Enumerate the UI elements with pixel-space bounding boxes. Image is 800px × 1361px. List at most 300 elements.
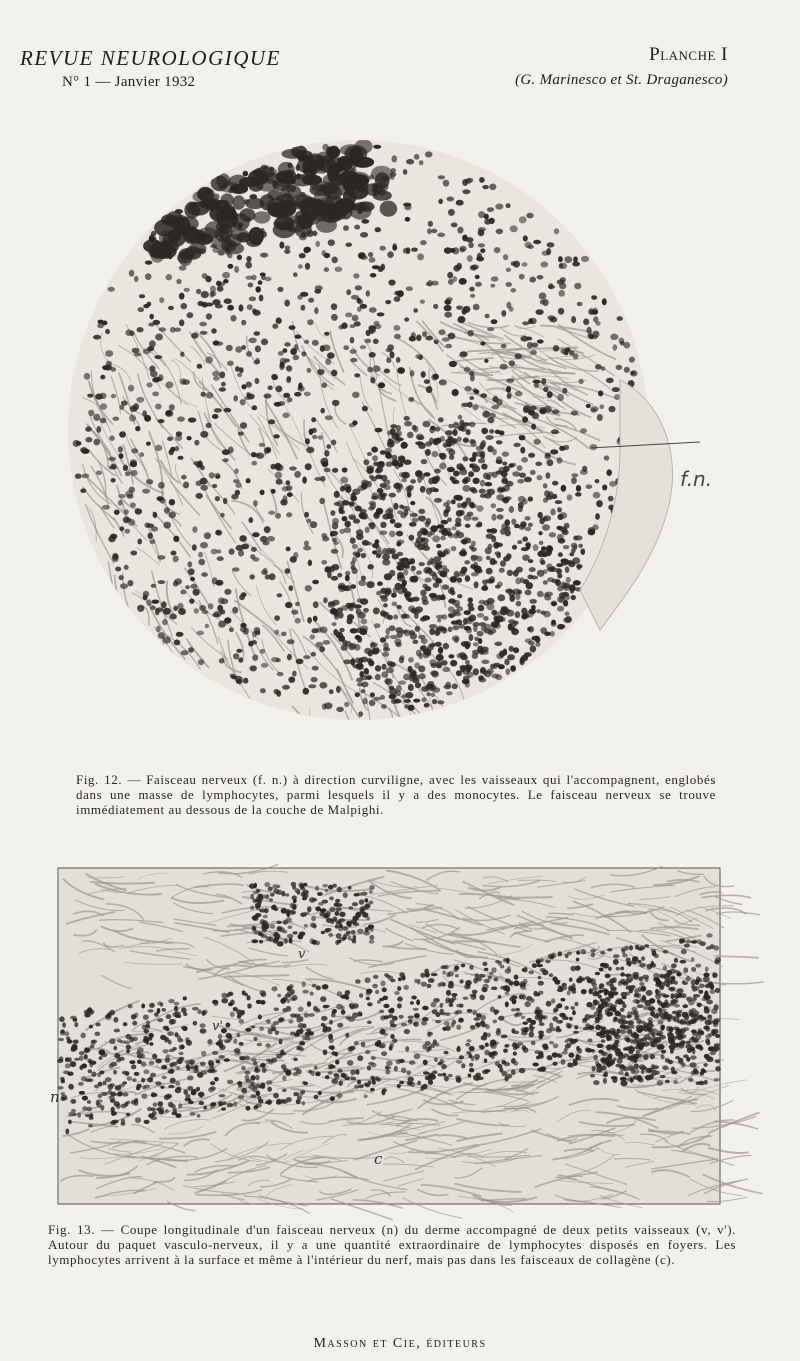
lymphocyte — [193, 461, 201, 465]
epithelial-cell — [148, 244, 171, 258]
lymphocyte — [488, 976, 492, 980]
lymphocyte — [269, 1059, 274, 1064]
lymphocyte — [96, 471, 102, 476]
lymphocyte — [329, 907, 335, 912]
lymphocyte — [172, 1047, 177, 1050]
lymphocyte — [250, 194, 258, 199]
lymphocyte — [359, 899, 365, 905]
lymphocyte — [499, 568, 505, 573]
lymphocyte — [360, 512, 368, 519]
lymphocyte — [74, 1022, 78, 1027]
lymphocyte — [396, 542, 401, 547]
lymphocyte — [212, 414, 219, 419]
lymphocyte — [488, 489, 496, 496]
lymphocyte — [542, 524, 550, 530]
lymphocyte — [655, 1012, 659, 1018]
lymphocyte — [620, 967, 624, 971]
lymphocyte — [663, 950, 669, 953]
lymphocyte — [526, 337, 532, 341]
lymphocyte — [394, 638, 401, 645]
lymphocyte — [355, 657, 360, 663]
lymphocyte — [708, 1033, 712, 1036]
lymphocyte — [466, 1039, 471, 1042]
lymphocyte — [239, 594, 245, 600]
lymphocyte — [418, 509, 425, 514]
lymphocyte — [443, 180, 450, 187]
lymphocyte — [357, 636, 362, 643]
lymphocyte — [454, 965, 459, 970]
lymphocyte — [390, 519, 396, 524]
lymphocyte — [474, 1017, 480, 1021]
lymphocyte — [235, 1051, 241, 1055]
lymphocyte — [315, 886, 319, 891]
lymphocyte — [571, 595, 576, 600]
lymphocyte — [440, 436, 445, 442]
lymphocyte — [332, 468, 338, 473]
lymphocyte — [441, 965, 447, 969]
lymphocyte — [432, 476, 438, 481]
lymphocyte — [294, 202, 300, 207]
lymphocyte — [636, 1018, 641, 1024]
lymphocyte — [368, 523, 373, 527]
lymphocyte — [214, 473, 220, 479]
lymphocyte — [373, 145, 381, 149]
lymphocyte — [294, 392, 301, 397]
lymphocyte — [328, 933, 333, 937]
lymphocyte — [380, 1043, 386, 1048]
lymphocyte — [78, 1082, 84, 1086]
lymphocyte — [188, 647, 194, 653]
lymphocyte — [445, 682, 451, 687]
lymphocyte — [282, 997, 287, 1002]
lymphocyte — [72, 1044, 78, 1049]
lymphocyte — [383, 642, 388, 649]
lymphocyte — [484, 1058, 488, 1063]
lymphocyte — [557, 1003, 562, 1008]
lymphocyte — [557, 624, 564, 630]
lymphocyte — [398, 977, 402, 981]
lymphocyte — [373, 975, 379, 979]
lymphocyte — [182, 1026, 188, 1031]
lymphocyte — [201, 572, 208, 577]
lymphocyte — [323, 1005, 328, 1009]
lymphocyte — [303, 655, 311, 659]
lymphocyte — [125, 529, 131, 534]
lymphocyte — [624, 367, 630, 373]
lymphocyte — [533, 380, 541, 384]
lymphocyte — [560, 998, 565, 1002]
lymphocyte — [604, 998, 611, 1003]
lymphocyte — [447, 532, 452, 537]
lymphocyte — [350, 1070, 355, 1076]
lymphocyte — [260, 688, 266, 693]
lymphocyte — [371, 1056, 376, 1060]
lymphocyte — [431, 1002, 437, 1008]
lymphocyte — [382, 652, 389, 657]
lymphocyte — [496, 460, 503, 464]
lymphocyte — [287, 492, 293, 497]
figure-13-micrograph — [52, 864, 726, 1208]
lymphocyte — [681, 1062, 686, 1067]
lymphocyte — [379, 998, 384, 1001]
lymphocyte — [370, 642, 376, 649]
lymphocyte — [673, 1080, 678, 1084]
lymphocyte — [484, 624, 491, 631]
lymphocyte — [365, 977, 371, 983]
lymphocyte — [259, 909, 266, 913]
lymphocyte — [422, 421, 430, 428]
lymphocyte — [644, 1022, 649, 1028]
lymphocyte — [361, 1042, 365, 1048]
lymphocyte — [445, 430, 453, 435]
lymphocyte — [272, 181, 277, 187]
lymphocyte — [451, 499, 456, 504]
lymphocyte — [236, 1033, 240, 1037]
collagen-bundle — [498, 897, 553, 898]
lymphocyte — [200, 1028, 207, 1033]
lymphocyte — [216, 1060, 220, 1064]
lymphocyte — [430, 559, 435, 565]
lymphocyte — [236, 1009, 242, 1015]
lymphocyte — [101, 1092, 108, 1096]
lymphocyte — [167, 1031, 174, 1036]
lymphocyte — [360, 657, 368, 663]
lymphocyte — [402, 580, 407, 586]
lymphocyte — [176, 632, 184, 637]
lymphocyte — [361, 689, 366, 693]
lymphocyte — [480, 1015, 486, 1021]
lymphocyte — [467, 330, 473, 337]
lymphocyte — [255, 345, 261, 352]
lymphocyte — [391, 460, 399, 467]
lymphocyte — [446, 990, 451, 996]
lymphocyte — [370, 377, 375, 383]
lymphocyte — [452, 1020, 457, 1025]
lymphocyte — [507, 570, 513, 576]
lymphocyte — [464, 386, 471, 391]
lymphocyte — [536, 993, 540, 997]
lymphocyte — [373, 339, 379, 344]
lymphocyte — [142, 1024, 147, 1029]
lymphocyte — [332, 400, 340, 406]
lymphocyte — [678, 1035, 683, 1040]
lymphocyte — [228, 446, 234, 453]
lymphocyte — [439, 379, 447, 385]
lymphocyte — [152, 600, 160, 604]
lymphocyte — [516, 1012, 523, 1017]
lymphocyte — [559, 446, 565, 451]
lymphocyte — [224, 1058, 230, 1062]
lymphocyte — [380, 1015, 385, 1020]
lymphocyte — [512, 1042, 517, 1047]
lymphocyte — [98, 320, 104, 324]
lymphocyte — [305, 1036, 310, 1040]
lymphocyte — [362, 698, 367, 705]
lymphocyte — [446, 505, 451, 512]
lymphocyte — [469, 1063, 474, 1067]
lymphocyte — [429, 628, 435, 635]
lymphocyte — [604, 1002, 609, 1008]
lymphocyte — [194, 440, 199, 446]
lymphocyte — [305, 585, 312, 592]
lymphocyte — [244, 1071, 250, 1075]
lymphocyte — [221, 993, 227, 998]
lymphocyte — [365, 527, 370, 533]
lymphocyte — [200, 542, 208, 548]
lymphocyte — [478, 243, 485, 247]
lymphocyte — [463, 997, 469, 1000]
lymphocyte — [550, 1027, 556, 1031]
lymphocyte — [575, 492, 582, 497]
lymphocyte — [109, 466, 117, 470]
lymphocyte — [350, 349, 357, 354]
lymphocyte — [212, 299, 220, 305]
lymphocyte — [706, 946, 711, 949]
lymphocyte — [357, 1080, 361, 1085]
lymphocyte — [352, 1012, 358, 1018]
lymphocyte — [451, 993, 457, 997]
lymphocyte — [460, 351, 468, 357]
lymphocyte — [399, 1081, 404, 1084]
lymphocyte — [515, 353, 523, 359]
lymphocyte — [146, 442, 151, 446]
lymphocyte — [373, 697, 380, 701]
lymphocyte — [399, 505, 404, 509]
lymphocyte — [134, 1072, 140, 1076]
lymphocyte — [448, 424, 453, 428]
lymphocyte — [574, 1025, 578, 1029]
lymphocyte — [134, 276, 139, 282]
lymphocyte — [561, 1059, 566, 1065]
lymphocyte — [290, 1013, 296, 1017]
lymphocyte — [293, 1092, 299, 1096]
lymphocyte — [380, 246, 386, 251]
lymphocyte — [329, 1038, 334, 1044]
lymphocyte — [522, 1022, 528, 1025]
lymphocyte — [668, 1060, 673, 1064]
lymphocyte — [203, 1106, 207, 1109]
lymphocyte — [533, 1063, 539, 1067]
lymphocyte — [389, 694, 397, 699]
lymphocyte — [219, 235, 224, 242]
lymphocyte — [561, 559, 567, 563]
lymphocyte — [583, 989, 587, 992]
lymphocyte — [251, 275, 256, 281]
lymphocyte — [352, 178, 359, 182]
lymphocyte — [310, 992, 314, 996]
lymphocyte — [399, 472, 406, 477]
lymphocyte — [643, 1054, 649, 1060]
lymphocyte — [546, 563, 552, 569]
lymphocyte — [212, 194, 219, 200]
lymphocyte — [171, 551, 177, 556]
lymphocyte — [644, 1000, 651, 1006]
lymphocyte — [227, 253, 232, 258]
lymphocyte — [371, 1063, 377, 1068]
lymphocyte — [366, 290, 370, 296]
lymphocyte — [73, 1040, 79, 1044]
lymphocyte — [369, 700, 376, 706]
lymphocyte — [153, 512, 158, 518]
lymphocyte — [89, 1117, 94, 1120]
lymphocyte — [281, 1064, 287, 1069]
lymphocyte — [88, 410, 94, 417]
lymphocyte — [458, 1018, 464, 1023]
lymphocyte — [323, 640, 331, 645]
lymphocyte — [500, 560, 506, 567]
lymphocyte — [198, 559, 205, 566]
lymphocyte — [282, 486, 289, 491]
lymphocyte — [460, 654, 467, 660]
lymphocyte — [79, 1091, 85, 1095]
lymphocyte — [344, 702, 349, 707]
lymphocyte — [329, 689, 334, 694]
lymphocyte — [449, 455, 454, 460]
lymphocyte — [705, 1039, 710, 1044]
lymphocyte — [394, 334, 401, 339]
lymphocyte — [319, 912, 325, 917]
lymphocyte — [683, 1004, 689, 1008]
lymphocyte — [491, 514, 496, 521]
lymphocyte — [295, 217, 300, 221]
lymphocyte — [470, 265, 477, 271]
lymphocyte — [166, 274, 173, 280]
lymphocyte — [156, 626, 161, 633]
lymphocyte — [623, 342, 630, 349]
lymphocyte — [487, 445, 492, 452]
lymphocyte — [139, 452, 144, 457]
lymphocyte — [697, 1031, 704, 1035]
lymphocyte — [247, 1003, 252, 1008]
lymphocyte — [631, 1054, 638, 1059]
lymphocyte — [408, 666, 413, 672]
lymphocyte — [537, 1067, 544, 1071]
lymphocyte — [484, 979, 490, 983]
lymphocyte — [224, 617, 231, 623]
lymphocyte — [94, 439, 101, 446]
lymphocyte — [571, 543, 578, 549]
lymphocyte — [487, 529, 492, 533]
lymphocyte — [271, 374, 278, 380]
lymphocyte — [230, 1012, 235, 1018]
lymphocyte — [383, 1004, 389, 1008]
lymphocyte — [606, 981, 613, 986]
lymphocyte — [416, 999, 420, 1005]
lymphocyte — [452, 625, 459, 630]
lymphocyte — [506, 386, 511, 393]
lymphocyte — [70, 1099, 76, 1104]
lymphocyte — [397, 1084, 401, 1088]
lymphocyte — [361, 576, 366, 581]
lymphocyte — [448, 209, 455, 216]
lymphocyte — [391, 433, 399, 440]
lymphocyte — [338, 586, 345, 592]
lymphocyte — [451, 546, 457, 551]
lymphocyte — [149, 314, 154, 320]
lymphocyte — [592, 986, 598, 991]
lymphocyte — [98, 1082, 103, 1086]
lymphocyte — [331, 576, 339, 581]
lymphocyte — [300, 1028, 304, 1034]
lymphocyte — [179, 1052, 184, 1055]
lymphocyte — [286, 365, 292, 371]
lymphocyte — [139, 294, 145, 298]
lymphocyte — [521, 457, 528, 463]
lymphocyte — [552, 481, 558, 486]
lymphocyte — [368, 652, 373, 656]
lymphocyte — [345, 585, 352, 591]
lymphocyte — [528, 559, 533, 563]
lymphocyte — [240, 422, 247, 429]
lymphocyte — [536, 609, 541, 613]
lymphocyte — [421, 982, 427, 987]
lymphocyte — [70, 1016, 77, 1020]
lymphocyte — [149, 1061, 155, 1066]
lymphocyte — [371, 447, 378, 453]
lymphocyte — [241, 320, 246, 326]
lymphocyte — [287, 991, 293, 997]
lymphocyte — [248, 283, 254, 288]
lymphocyte — [550, 317, 557, 323]
lymphocyte — [126, 1076, 132, 1081]
lymphocyte — [186, 1064, 190, 1069]
lymphocyte — [348, 1047, 354, 1052]
lymphocyte — [636, 1024, 643, 1029]
lymphocyte — [313, 1006, 318, 1012]
lymphocyte — [601, 1065, 607, 1070]
lymphocyte — [426, 386, 433, 393]
lymphocyte — [150, 605, 156, 610]
lymphocyte — [380, 522, 386, 528]
lymphocyte — [571, 411, 578, 416]
lymphocyte — [545, 959, 551, 963]
lymphocyte — [205, 624, 210, 628]
lymphocyte — [223, 279, 228, 283]
collagen-bundle — [717, 912, 760, 915]
lymphocyte — [352, 489, 360, 495]
collagen-bundle — [557, 1176, 583, 1177]
lymphocyte — [100, 375, 105, 380]
lymphocyte — [564, 1006, 568, 1010]
lymphocyte — [312, 580, 319, 585]
lymphocyte — [151, 1093, 158, 1097]
lymphocyte — [599, 986, 603, 989]
lymphocyte — [137, 1047, 144, 1053]
lymphocyte — [205, 356, 213, 363]
lymphocyte — [143, 1015, 149, 1020]
lymphocyte — [679, 1028, 686, 1033]
lymphocyte — [272, 324, 278, 329]
lymphocyte — [376, 546, 382, 552]
lymphocyte — [549, 973, 553, 977]
lymphocyte — [271, 986, 277, 991]
lymphocyte — [499, 651, 504, 658]
lymphocyte — [575, 965, 581, 970]
lymphocyte — [528, 523, 533, 528]
lymphocyte — [290, 556, 297, 563]
lymphocyte — [312, 200, 319, 207]
lymphocyte — [268, 511, 275, 515]
lymphocyte — [213, 376, 220, 381]
lymphocyte — [295, 602, 300, 607]
lymphocyte — [427, 984, 432, 988]
lymphocyte — [442, 970, 446, 974]
lymphocyte — [310, 170, 317, 175]
lymphocyte — [443, 443, 447, 447]
lymphocyte — [194, 608, 199, 613]
lymphocyte — [84, 373, 91, 380]
lymphocyte — [122, 1081, 127, 1084]
